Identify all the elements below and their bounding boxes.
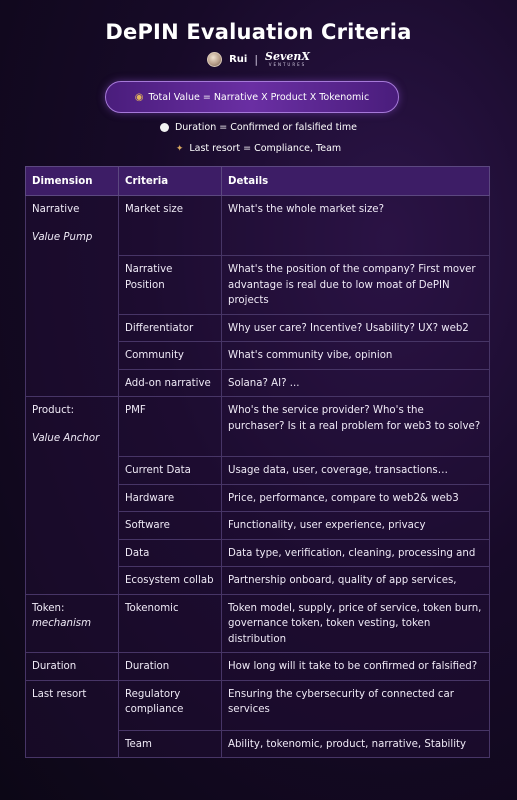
last-resort-note (0, 143, 517, 154)
dimension-label: Last resort (32, 688, 87, 700)
details-cell: Functionality, user experience, privacy (222, 512, 490, 540)
formula-text: Total Value = Narrative X Product X Tokenomic (148, 91, 370, 103)
author-line (0, 51, 517, 67)
details-cell: Who's the service provider? Who's the purchaser? Is it a real problem for web3 to solve? (222, 397, 490, 457)
table-row (26, 594, 490, 653)
details-cell: Ability, tokenomic, product, narrative, Stability (222, 730, 490, 758)
criteria-table (25, 166, 490, 758)
dimension-subtitle: mechanism (32, 618, 92, 629)
details-cell: Solana? AI? ... (222, 369, 490, 397)
dimension-label: Duration (32, 661, 77, 672)
sevenx-logo (265, 51, 310, 67)
criteria-cell: Duration (119, 653, 222, 681)
criteria-cell: Narrative Position (119, 256, 222, 315)
criteria-cell: Software (119, 512, 222, 540)
last-resort-note-text: Last resort = Compliance, Team (189, 143, 342, 154)
dimension-cell-narrative (26, 196, 119, 397)
header-dimension: Dimension (26, 167, 119, 196)
total-value-formula (105, 81, 399, 113)
criteria-cell: Differentiator (119, 314, 222, 342)
author-name: Rui (229, 53, 248, 65)
money-bag-icon: ◉ (134, 91, 144, 103)
dimension-cell-last-resort (26, 680, 119, 758)
header-criteria: Criteria (119, 167, 222, 196)
criteria-cell: Market size (119, 196, 222, 256)
logo-subtext: VENTURES (268, 62, 307, 67)
author-separator: | (254, 52, 259, 66)
clock-icon (160, 123, 169, 132)
table-row (26, 196, 490, 256)
criteria-cell: PMF (119, 397, 222, 457)
details-cell: What's the whole market size? (222, 196, 490, 256)
dimension-label: Token: (32, 602, 65, 614)
details-cell: Price, performance, compare to web2& web3 (222, 484, 490, 512)
table-row (26, 680, 490, 730)
details-cell: What's community vibe, opinion (222, 342, 490, 370)
details-cell: How long will it take to be confirmed or falsified? (222, 653, 490, 681)
details-cell: Usage data, user, coverage, transactions… (222, 457, 490, 485)
criteria-cell: Community (119, 342, 222, 370)
table-row (26, 653, 490, 681)
duration-note-text: Duration = Confirmed or falsified time (174, 122, 358, 133)
dimension-cell-product (26, 397, 119, 595)
details-cell: Token model, supply, price of service, token burn, governance token, token vesting, token distribution (222, 594, 490, 653)
clapper-icon: ✦ (175, 143, 184, 154)
criteria-cell: Current Data (119, 457, 222, 485)
dimension-label: Narrative (32, 204, 80, 215)
details-cell: Data type, verification, cleaning, processing and (222, 539, 490, 567)
details-cell: Partnership onboard, quality of app services, (222, 567, 490, 595)
criteria-cell: Add-on narrative (119, 369, 222, 397)
details-cell: What's the position of the company? First mover advantage is real due to low moat of DePIN projects (222, 256, 490, 315)
author-avatar (207, 52, 222, 67)
criteria-cell: Hardware (119, 484, 222, 512)
table-row (26, 397, 490, 457)
details-cell: Why user care? Incentive? Usability? UX? web2 (222, 314, 490, 342)
duration-note (0, 122, 517, 133)
criteria-cell: Regulatory compliance (119, 680, 222, 730)
logo-text: SevenX (265, 50, 310, 63)
dimension-subtitle: Value Anchor (32, 432, 100, 444)
page-title: DePIN Evaluation Criteria (105, 20, 412, 44)
dimension-cell-token (26, 594, 119, 653)
dimension-subtitle: Value Pump (32, 231, 93, 243)
header-details: Details (222, 167, 490, 196)
dimension-label: Product: (32, 405, 75, 416)
criteria-cell: Team (119, 730, 222, 758)
criteria-cell: Data (119, 539, 222, 567)
details-cell: Ensuring the cybersecurity of connected car services (222, 680, 490, 730)
table-header-row (26, 167, 490, 196)
criteria-cell: Tokenomic (119, 594, 222, 653)
dimension-cell-duration (26, 653, 119, 681)
criteria-cell: Ecosystem collab (119, 567, 222, 595)
